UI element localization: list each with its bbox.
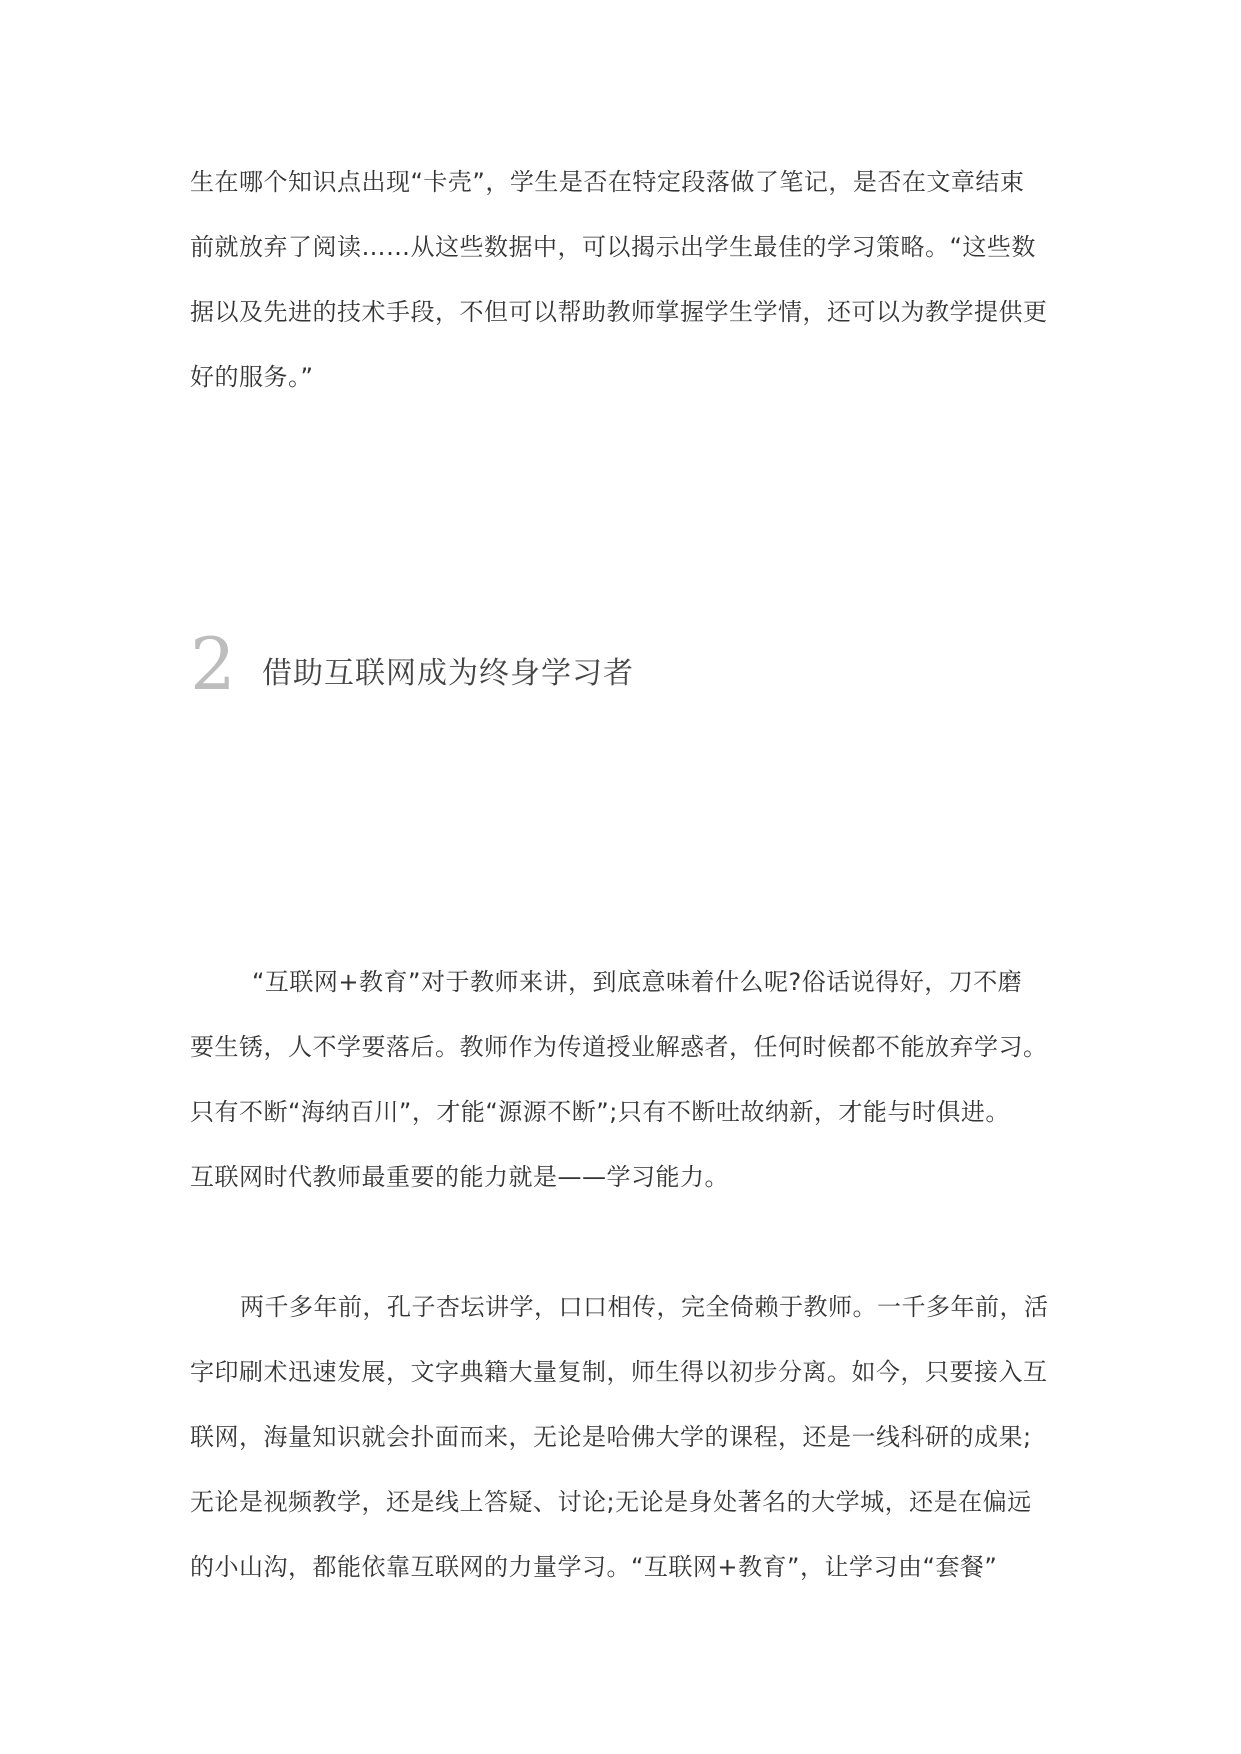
section-heading: [190, 622, 634, 706]
paragraph-1-line-1: 生在哪个知识点出现“卡壳”，学生是否在特定段落做了笔记，是否在文章结束: [190, 168, 1025, 196]
paragraph-1-line-4: 好的服务。”: [190, 363, 314, 391]
section-number: 2: [190, 622, 236, 706]
paragraph-3-line-5: 的小山沟，都能依靠互联网的力量学习。“互联网+教育”，让学习由“套餐”: [190, 1553, 998, 1581]
paragraph-2-line-2: 要生锈，人不学要落后。教师作为传道授业解惑者，任何时候都不能放弃学习。: [190, 1033, 1048, 1061]
paragraph-3: [190, 1275, 1060, 1600]
paragraph-1-line-3: 据以及先进的技术手段，不但可以帮助教师掌握学生学情，还可以为教学提供更: [190, 298, 1048, 326]
paragraph-3-line-1: 两千多年前，孔子杏坛讲学，口口相传，完全倚赖于教师。一千多年前，活: [240, 1293, 1049, 1321]
paragraph-2-line-4: 互联网时代教师最重要的能力就是——学习能力。: [190, 1163, 729, 1191]
section-title: 借助互联网成为终身学习者: [262, 656, 634, 691]
paragraph-2-line-3: 只有不断“海纳百川”，才能“源源不断”;只有不断吐故纳新，才能与时俱进。: [190, 1098, 1010, 1126]
paragraph-1: [190, 150, 1060, 410]
paragraph-3-line-3: 联网，海量知识就会扑面而来，无论是哈佛大学的课程，还是一线科研的成果;: [190, 1423, 1032, 1451]
paragraph-3-line-2: 字印刷术迅速发展，文字典籍大量复制，师生得以初步分离。如今，只要接入互: [190, 1358, 1048, 1386]
paragraph-3-line-4: 无论是视频教学，还是线上答疑、讨论;无论是身处著名的大学城，还是在偏远: [190, 1488, 1032, 1516]
paragraph-1-line-2: 前就放弃了阅读……从这些数据中，可以揭示出学生最佳的学习策略。“这些数: [190, 233, 1036, 261]
paragraph-2: [190, 950, 1060, 1210]
paragraph-2-line-1: “互联网+教育”对于教师来讲，到底意味着什么呢?俗话说得好，刀不磨: [252, 968, 1023, 996]
